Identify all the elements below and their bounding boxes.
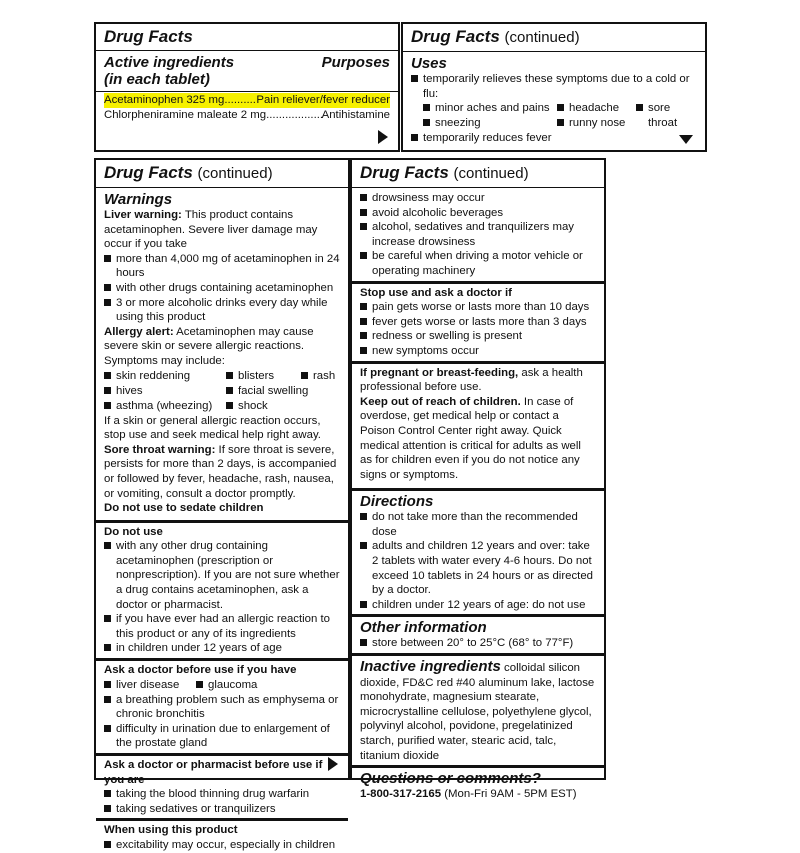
list-item (360, 249, 596, 278)
allergy-alert (104, 325, 340, 369)
active-subheading: (in each tablet) (104, 71, 210, 88)
item-text: sore throat (648, 102, 678, 129)
leader-dots (266, 108, 322, 123)
list-item (104, 693, 340, 722)
divider (96, 658, 348, 661)
list-item (360, 598, 596, 613)
bullet-icon (226, 402, 233, 409)
text: If sore throat is severe, persists for more than 2 days, is accompanied or followed by fever, headache, rash, nausea, or vomiting, consult a doctor promptly. (104, 443, 337, 500)
ask-grid (104, 678, 340, 693)
continued-text: (continued) (197, 165, 273, 182)
symptoms-grid (411, 101, 697, 131)
item-text: adults and children 12 years and over: take 2 tablets with water every 4-6 hours. Do not exceed 10 tablets in 24 hours or as directed by a doctor. (372, 540, 593, 597)
item-text: blisters (238, 369, 275, 382)
list-item (226, 384, 308, 399)
list-item (104, 399, 212, 414)
label: Sore throat warning: (104, 443, 216, 456)
when-using-heading: When using this product (104, 824, 238, 837)
item-text: new symptoms occur (372, 344, 479, 357)
list-item (104, 838, 340, 853)
bullet-icon (557, 104, 564, 111)
item-text: pain gets worse or lasts more than 10 days (372, 301, 590, 314)
item-text: avoid alcoholic beverages (372, 206, 504, 219)
bullet-icon (360, 332, 367, 339)
warnings-heading: Warnings (104, 191, 173, 208)
bullet-icon (360, 513, 367, 520)
active-header (104, 54, 390, 88)
divider (352, 765, 604, 768)
list-item (104, 802, 340, 817)
bullet-icon (104, 402, 111, 409)
item-text: difficulty in urination due to enlargement of the prostate gland (116, 722, 330, 750)
keep-out-warning (360, 395, 596, 483)
ingredient-purpose: Pain reliever/fever reducer (256, 94, 390, 106)
bullet-icon (104, 299, 111, 306)
item-text: drowsiness may occur (372, 192, 485, 204)
bullet-icon (104, 542, 111, 549)
item-text: a breathing problem such as emphysema or chronic bronchitis (116, 693, 339, 721)
ingredient-name: Chlorpheniramine maleate 2 mg (104, 108, 267, 121)
divider (352, 361, 604, 364)
directions-heading: Directions (360, 493, 434, 511)
item-text: glaucoma (208, 678, 258, 691)
bullet-icon (104, 255, 111, 262)
liver-warning (104, 208, 340, 252)
bullet-icon (104, 725, 111, 732)
list-item (360, 300, 596, 315)
inactive-text: colloidal silicon dioxide, FD&C red #40 aluminum lake, lactose monohydrate, magnesium stearate, microcrystalline cellulose, polyethylene glycol, polyvinyl alcohol, povidone, pregelatinized starch, purified water, stearic acid, talc, titanium dioxide (360, 662, 595, 762)
phone-number: 1-800-317-2165 (360, 788, 442, 801)
list-item (104, 369, 190, 384)
bullet-icon (360, 542, 367, 549)
list-item (226, 399, 268, 414)
item-text: store between 20° to 25°C (68° to 77°F) (372, 637, 574, 650)
bullet-icon (104, 387, 111, 394)
questions-heading: Questions or comments? (360, 770, 541, 788)
bullet-icon (360, 318, 367, 325)
list-item (104, 678, 179, 693)
list-item (360, 539, 596, 597)
list-item (104, 281, 340, 296)
bullet-icon (411, 134, 418, 141)
item-text: runny nose (569, 117, 626, 130)
divider (96, 818, 348, 821)
divider (96, 187, 348, 188)
text: Acetaminophen may cause severe skin or severe allergic reactions. Symptoms may include: (104, 325, 314, 367)
list-item (226, 369, 274, 384)
panel-title (360, 163, 596, 184)
continued-text: (continued) (504, 29, 580, 46)
list-item (196, 678, 257, 693)
ask-pharmacist-heading: Ask a doctor or pharmacist before use if you are (104, 759, 323, 786)
bullet-icon (104, 790, 111, 797)
bullet-icon (411, 75, 418, 82)
title-text: Drug Facts (360, 163, 449, 182)
label: Allergy alert: (104, 325, 174, 338)
item-text: more than 4,000 mg of acetaminophen in 24 hours (116, 252, 340, 280)
stop-use-heading: Stop use and ask a doctor if (360, 286, 512, 299)
bullet-icon (360, 252, 367, 259)
item-text: if you have ever had an allergic reaction to this product or any of its ingredients (116, 613, 331, 640)
list-item (636, 101, 697, 130)
list-item (557, 116, 625, 131)
list-item (104, 252, 340, 281)
list-item (360, 344, 596, 359)
inactive-ingredients (360, 658, 596, 763)
list-item (104, 539, 340, 612)
bullet-icon (301, 372, 308, 379)
list-item (104, 296, 340, 325)
allergy-grid (104, 369, 340, 414)
label: Keep out of reach of children. (360, 395, 521, 408)
bullet-icon (104, 615, 111, 622)
item-text: facial swelling (238, 384, 309, 397)
divider (96, 50, 398, 51)
ingredient-purpose: Antihistamine (321, 108, 390, 121)
item-text: liver disease (116, 678, 180, 691)
list-item (423, 116, 481, 131)
item-text: taking sedatives or tranquilizers (116, 802, 276, 815)
item-text: redness or swelling is present (372, 330, 523, 343)
divider (352, 653, 604, 656)
bullet-icon (104, 696, 111, 703)
pregnancy-warning (360, 366, 596, 395)
bullet-icon (557, 119, 564, 126)
list-item (360, 206, 596, 221)
divider (96, 753, 348, 756)
list-item (104, 612, 340, 641)
bullet-icon (104, 681, 111, 688)
panel-title: Drug Facts (104, 27, 193, 46)
bullet-icon (636, 104, 643, 111)
list-item (411, 131, 697, 146)
arrow-down-icon (679, 135, 693, 144)
inactive-heading: Inactive ingredients (360, 658, 501, 676)
bullet-icon (360, 601, 367, 608)
bullet-icon (423, 119, 430, 126)
list-item (301, 369, 335, 384)
label: Liver warning: (104, 209, 182, 221)
item-text: be careful when driving a motor vehicle or operating machinery (372, 250, 583, 277)
bullet-icon (360, 223, 367, 230)
hours-text: (Mon-Fri 9AM - 5PM EST) (441, 788, 577, 801)
item-text: minor aches and pains (435, 102, 550, 115)
purposes-heading: Purposes (321, 54, 390, 71)
item-text: shock (238, 399, 268, 412)
item-text: excitability may occur, especially in children (116, 838, 336, 851)
item-text: skin reddening (116, 369, 191, 382)
bullet-icon (423, 104, 430, 111)
item-text: children under 12 years of age: do not use (372, 598, 586, 611)
divider (403, 51, 705, 52)
item-text: in children under 12 years of age (116, 642, 282, 655)
label: If pregnant or breast-feeding, (360, 366, 519, 379)
item-text: with other drugs containing acetaminophen (116, 281, 334, 294)
item-text: asthma (wheezing) (116, 399, 213, 412)
list-item (360, 191, 596, 206)
list-item (360, 636, 596, 651)
bullet-icon (360, 347, 367, 354)
sedate-warning: Do not use to sedate children (104, 502, 264, 515)
item-text: temporarily relieves these symptoms due to a cold or flu: (423, 73, 690, 100)
item-text: alcohol, sedatives and tranquilizers may increase drowsiness (372, 221, 574, 248)
list-item (104, 384, 143, 399)
arrow-right-icon (378, 130, 388, 144)
drug-facts-panel-4 (350, 158, 606, 801)
item-text: hives (116, 384, 143, 397)
text: In case of overdose, get medical help or contact a Poison Control Center right away. Quick medical attention is critical for adults as well as for children even if you do not notice any signs or symptoms. (360, 395, 581, 481)
ingredient-name: Acetaminophen 325 mg (104, 94, 225, 106)
arrow-right-icon (328, 757, 338, 771)
leader-dots (224, 93, 256, 108)
title-text: Drug Facts (104, 163, 193, 182)
list-item (104, 641, 340, 656)
bullet-icon (104, 284, 111, 291)
item-text: with any other drug containing acetaminophen (prescription or nonprescription). If you are not sure whether a drug contains acetaminophen, ask a doctor or pharmacist. (116, 540, 340, 611)
bullet-icon (360, 194, 367, 201)
list-item (360, 329, 596, 344)
bullet-icon (360, 303, 367, 310)
divider (352, 281, 604, 284)
item-text: headache (569, 102, 620, 115)
list-item (411, 72, 697, 101)
other-info-heading: Other information (360, 619, 487, 637)
list-item (557, 101, 619, 116)
text: ask a health professional before use. (360, 366, 583, 394)
list-item (423, 101, 550, 116)
item-text: taking the blood thinning drug warfarin (116, 788, 310, 801)
list-item (360, 510, 596, 539)
bullet-icon (360, 209, 367, 216)
do-not-use-heading: Do not use (104, 525, 163, 538)
item-text: 3 or more alcoholic drinks every day while using this product (116, 296, 328, 324)
sore-throat-warning (104, 443, 340, 501)
item-text: rash (313, 369, 336, 382)
bullet-icon (196, 681, 203, 688)
list-item (104, 722, 340, 751)
ingredient-row (104, 93, 390, 108)
item-text: temporarily reduces fever (423, 132, 552, 145)
bullet-icon (360, 639, 367, 646)
active-heading: Active ingredients (104, 54, 235, 71)
uses-heading: Uses (411, 55, 447, 72)
ask-doctor-heading: Ask a doctor before use if you have (104, 664, 297, 677)
divider (352, 187, 604, 188)
item-text: sneezing (435, 117, 481, 130)
text: This product contains acetaminophen. Severe liver damage may occur if you take (104, 209, 318, 251)
panel-title (411, 27, 697, 48)
allergy-after: If a skin or general allergic reaction occurs, stop use and seek medical help right away. (104, 414, 321, 442)
divider (96, 520, 348, 523)
bullet-icon (104, 805, 111, 812)
bullet-icon (104, 644, 111, 651)
ingredient-row (104, 108, 390, 123)
divider (96, 91, 398, 92)
continued-text: (continued) (453, 165, 529, 182)
bullet-icon (226, 372, 233, 379)
bullet-icon (104, 372, 111, 379)
item-text: do not take more than the recommended dose (372, 511, 578, 538)
bullet-icon (226, 387, 233, 394)
bullet-icon (104, 841, 111, 848)
drug-facts-panel-2 (401, 22, 707, 152)
list-item (360, 315, 596, 330)
title-text: Drug Facts (411, 27, 500, 46)
drug-facts-panel-3 (94, 158, 350, 851)
panel-title (104, 163, 340, 184)
divider (352, 488, 604, 491)
divider (352, 614, 604, 617)
drug-facts-panel-1 (94, 22, 400, 152)
item-text: fever gets worse or lasts more than 3 days (372, 315, 587, 328)
list-item (360, 220, 596, 249)
